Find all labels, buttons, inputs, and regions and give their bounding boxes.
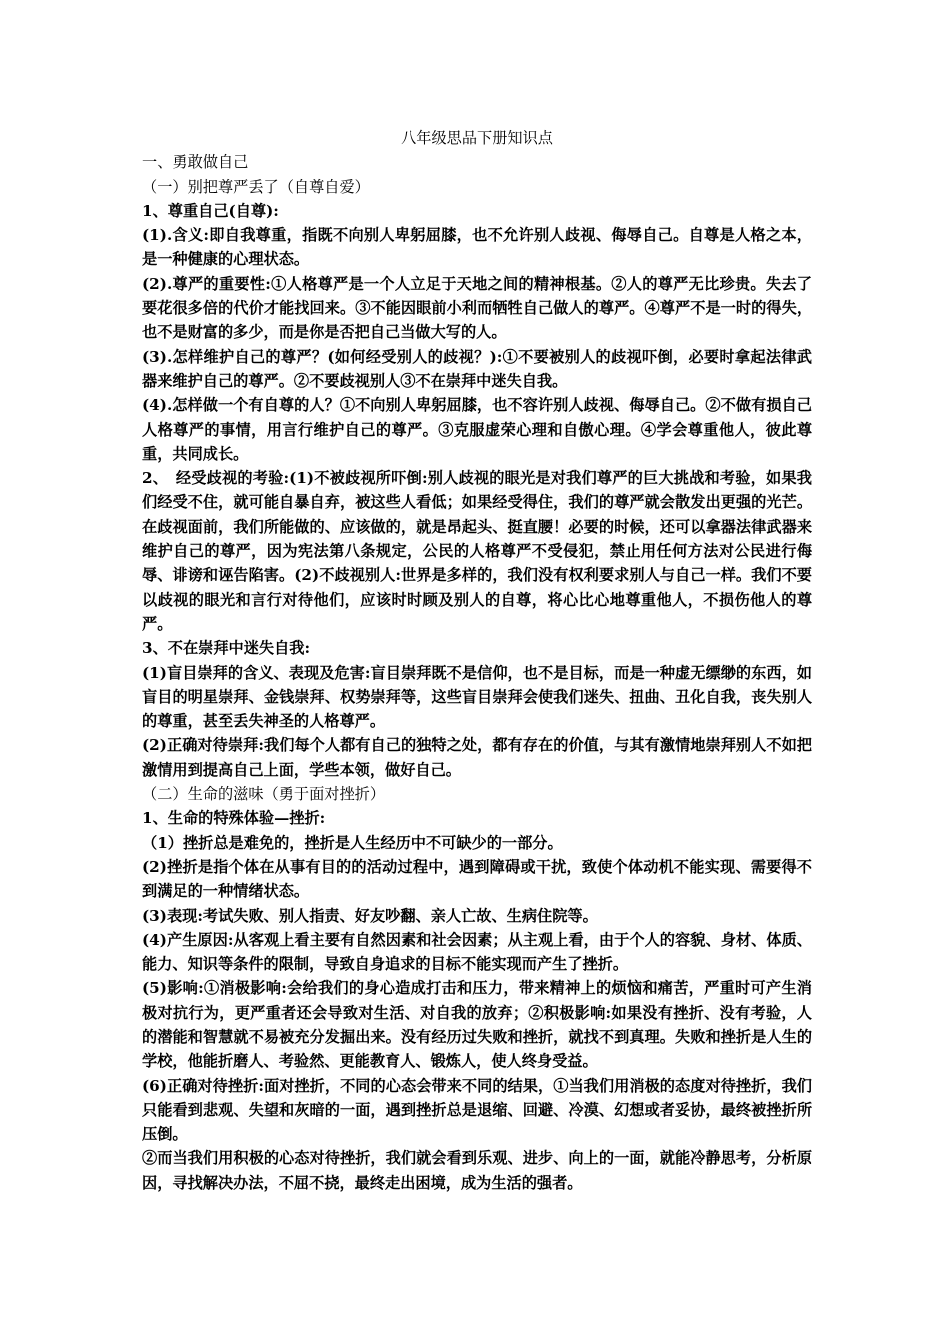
paragraph-setback-causes: (4)产生原因:从客观上看主要有自然因素和社会因素；从主观上看，由于个人的容貌、身材、体质、能力、知识等条件的限制，导致自身追求的目标不能实现而产生了挫折。 [142, 930, 812, 974]
topic-heading-worship: 3、不在崇拜中迷失自我: [142, 639, 311, 658]
topic-heading-setback: 1、生命的特殊体验—挫折: [142, 809, 326, 828]
paragraph-setback-definition: (2)挫折是指个体在从事有目的的活动过程中，遇到障碍或干扰，致使个体动机不能实现、需要得不到满足的一种情绪状态。 [142, 857, 812, 901]
subsection-heading-1: （一）别把尊严丢了（自尊自爱） [142, 177, 370, 196]
paragraph-discrimination: 2、 经受歧视的考验:(1)不被歧视所吓倒:别人歧视的眼光是对我们尊严的巨大挑战和考验，如果我们经受不住，就可能自暴自弃，被这些人看低；如果经受得住，我们的尊严就会散发出更强的光芒。在歧视面前，我们所能做的、应该做的，就是昂起头、挺直腰！必要的时候，还可以拿器法律武器来维护自己的尊严，因为宪法第八条规定，公民的人格尊严不受侵犯，禁止用任何方法对公民进行侮辱、诽谤和诬告陷害。(2)不歧视别人:世界是多样的，我们没有权利要求别人与自己一样。我们不要以歧视的眼光和言行对待他们，应该时时顾及别人的自尊，将心比心地尊重他人，不损伤他人的尊严。 [142, 469, 812, 633]
paragraph-setback-positive: ②而当我们用积极的心态对待挫折，我们就会看到乐观、进步、向上的一面，就能冷静思考，分析原因，寻找解决办法，不屈不挠，最终走出困境，成为生活的强者。 [142, 1149, 812, 1192]
paragraph-maintain-dignity: (3).怎样维护自己的尊严？(如何经受别人的歧视？):①不要被别人的歧视吓倒，必要时拿起法律武器来维护自己的尊严。②不要歧视别人③不在崇拜中迷失自我。 [142, 347, 812, 390]
subsection-heading-2: （二）生命的滋味（勇于面对挫折） [142, 785, 385, 804]
section-heading-1: 一、勇敢做自己 [142, 153, 249, 172]
paragraph-correct-worship: (2)正确对待崇拜:我们每个人都有自己的独特之处，都有存在的价值，与其有激情地崇拜别人不如把激情用到提高自己上面，学些本领，做好自己。 [142, 736, 812, 779]
paragraph-setback-attitude: (6)正确对待挫折:面对挫折，不同的心态会带来不同的结果，①当我们用消极的态度对待挫折，我们只能看到悲观、失望和灰暗的一面，遇到挫折总是退缩、回避、冷漠、幻想或者妥协，最终被挫折所压倒。 [142, 1076, 812, 1144]
paragraph-setback-examples: (3)表现:考试失败、别人指责、好友吵翻、亲人亡故、生病住院等。 [142, 906, 598, 925]
paragraph-setback-inevitable: （1）挫折总是难免的，挫折是人生经历中不可缺少的一部分。 [142, 833, 563, 852]
paragraph-setback-effects: (5)影响:①消极影响:会给我们的身心造成打击和压力，带来精神上的烦恼和痛苦，严重时可产生消极对抗行为，更严重者还会导致对生活、对自我的放弃；②积极影响:如果没有挫折、没有考验，人的潜能和智慧就不易被充分发掘出来。没有经历过失败和挫折，就找不到真理。失败和挫折是人生的学校，他能折磨人、考验然、更能教育人、锻炼人，使人终身受益。 [142, 979, 812, 1071]
paragraph-definition: (1).含义:即自我尊重，指既不向别人卑躬屈膝，也不允许别人歧视、侮辱自己。自尊是人格之本，是一种健康的心理状态。 [142, 226, 812, 269]
document-title: 八年级思品下册知识点 [401, 129, 553, 147]
paragraph-blind-worship: (1)盲目崇拜的含义、表现及危害:盲目崇拜既不是信仰，也不是目标，而是一种虚无缥缈的东西，如盲目的明星崇拜、金钱崇拜、权势崇拜等，这些盲目崇拜会使我们迷失、扭曲、丑化自我，丧失别人的尊重，甚至丢失神圣的人格尊严。 [142, 663, 812, 731]
paragraph-be-self-respecting: (4).怎样做一个有自尊的人？①不向别人卑躬屈膝，也不容许别人歧视、侮辱自己。②不做有损自己人格尊严的事情，用言行维护自己的尊严。③克服虚荣心理和自傲心理。④学会尊重他人，彼此尊重，共同成长。 [142, 396, 812, 463]
paragraph-importance: (2).尊严的重要性:①人格尊严是一个人立足于天地之间的精神根基。②人的尊严无比珍贵。失去了要花很多倍的代价才能找回来。③不能因眼前小利而牺牲自己做人的尊严。④尊严不是一时的得失，也不是财富的多少，而是你是否把自己当做大写的人。 [142, 274, 812, 342]
topic-heading-self-respect: 1、尊重自己(自尊): [142, 201, 279, 220]
document-page [142, 126, 812, 1195]
